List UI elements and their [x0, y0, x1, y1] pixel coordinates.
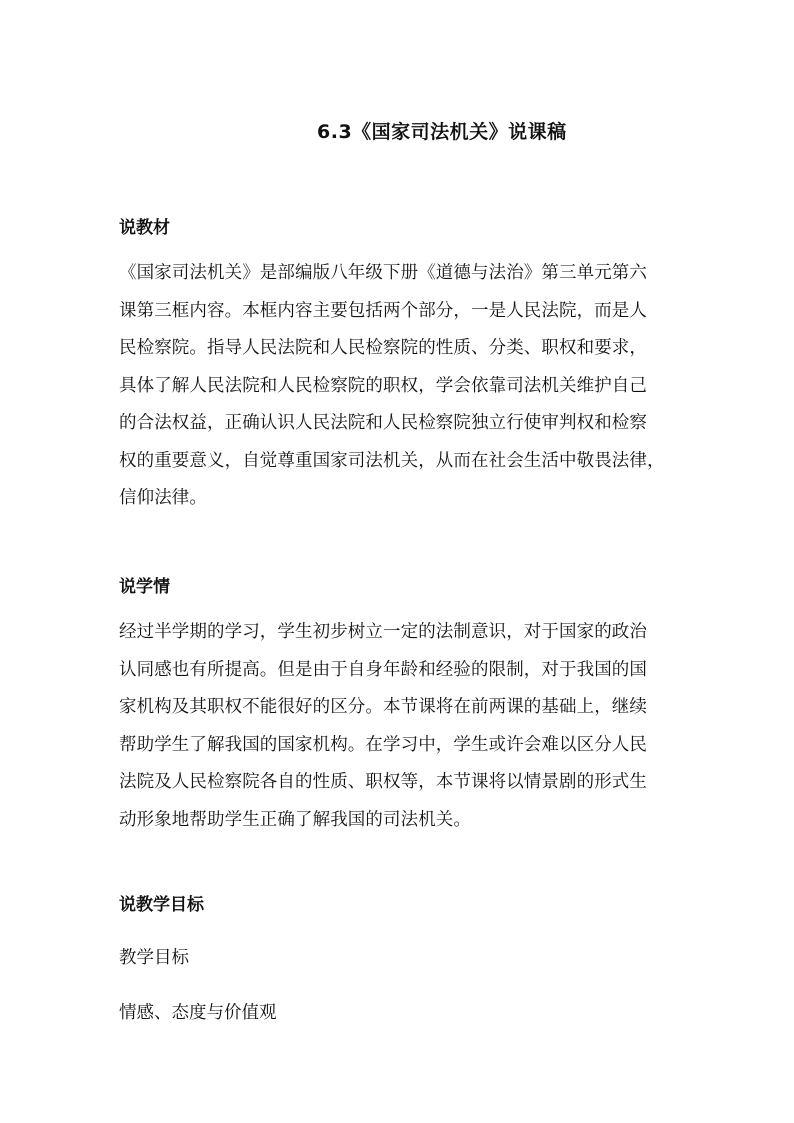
paragraph-line: 的合法权益，正确认识人民法院和人民检察院独立行使审判权和检察 — [119, 413, 647, 433]
section-heading-objectives: 说教学目标 — [119, 895, 204, 915]
paragraph-students — [119, 614, 684, 839]
paragraph-line: 课第三框内容。本框内容主要包括两个部分，一是人民法院，而是人 — [119, 300, 647, 321]
paragraph-textbook — [119, 255, 684, 518]
document-title: 6.3《国家司法机关》说课稿 — [317, 121, 567, 143]
paragraph-line: 民检察院。指导人民法院和人民检察院的性质、分类、职权和要求， — [119, 338, 647, 358]
paragraph-line: 帮助学生了解我国的国家机构。在学习中，学生或许会难以区分人民 — [119, 734, 647, 755]
paragraph-line: 经过半学期的学习，学生初步树立一定的法制意识，对于国家的政治 — [119, 622, 647, 642]
objectives-category: 情感、态度与价值观 — [119, 1003, 277, 1023]
section-heading-textbook: 说教材 — [119, 218, 170, 238]
section-heading-students: 说学情 — [119, 577, 170, 597]
paragraph-line: 具体了解人民法院和人民检察院的职权，学会依靠司法机关维护自己 — [119, 375, 647, 396]
paragraph-line: 权的重要意义，自觉尊重国家司法机关，从而在社会生活中敬畏法律， — [119, 450, 665, 471]
paragraph-line: 《国家司法机关》是部编版八年级下册《道德与法治》第三单元第六 — [119, 263, 647, 283]
objectives-subheading: 教学目标 — [119, 948, 189, 968]
paragraph-line: 认同感也有所提高。但是由于自身年龄和经验的限制，对于我国的国 — [119, 659, 647, 680]
paragraph-line: 信仰法律。 — [119, 488, 207, 508]
paragraph-line: 家机构及其职权不能很好的区分。本节课将在前两课的基础上，继续 — [119, 697, 647, 717]
paragraph-line: 法院及人民检察院各自的性质、职权等，本节课将以情景剧的形式生 — [119, 772, 647, 792]
paragraph-line: 动形象地帮助学生正确了解我国的司法机关。 — [119, 809, 471, 830]
